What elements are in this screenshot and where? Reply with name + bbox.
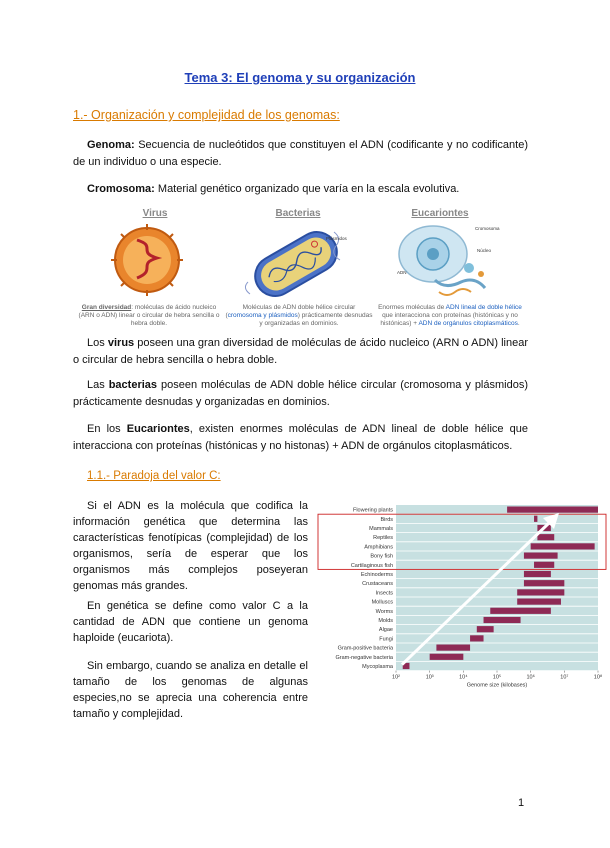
category-label: Gram-negative bacteria (335, 654, 393, 661)
figure-virus-caption (74, 304, 224, 328)
eukaryote-cell-icon (399, 226, 485, 295)
figure-virus-title: Virus (142, 208, 168, 219)
bar-bony-fish (524, 553, 558, 559)
bar-cartilaginous-fish (534, 562, 554, 568)
virus-caption-pre: Gran diversidad (81, 304, 132, 311)
bact-caption-post: ) prácticamente desnudas y organizadas en dominios. (259, 312, 373, 327)
category-label: Insects (375, 590, 393, 597)
x-tick-label: 10⁷ (560, 674, 569, 681)
category-label: Mycoplasma (362, 664, 393, 670)
euc-caption-mid: que interacciona con proteínas (histónicas y no histónicas) + (380, 312, 518, 327)
section-heading-1: 1.- Organización y complejidad de los genomas: (73, 108, 340, 122)
x-axis-label: Genome size (kilobases) (466, 682, 528, 689)
genome-size-chart (316, 502, 610, 698)
virus-illustration (107, 222, 187, 300)
bar-insects (517, 589, 564, 595)
x-tick-label: 10⁶ (526, 674, 535, 681)
p-virus-term: virus (107, 337, 135, 349)
bact-caption-pre: Moléculas de ADN doble hélice circular ( (225, 304, 356, 319)
p-bact-pre: Las (87, 379, 109, 391)
bar-worms (490, 608, 551, 614)
category-label: Molds (378, 618, 393, 624)
paragraph-bacterias (73, 377, 528, 411)
label-plasmids: Plásmidos (326, 236, 347, 241)
euc-caption-end: . (517, 320, 520, 327)
bact-caption-blue: cromosoma y plásmidos (227, 312, 298, 319)
category-label: Birds (380, 516, 393, 523)
paragraph-genoma (73, 137, 528, 171)
x-tick-label: 10⁴ (459, 674, 468, 681)
category-label: Gram-positive bacteria (337, 645, 393, 652)
p-virus-pre: Los (87, 337, 108, 349)
virus-caption-post: : moléculas de ácido nucleico (ARN o ADN) linear o circular de hebra sencilla o hebra doble. (78, 304, 220, 327)
category-label: Reptiles (373, 535, 393, 542)
document-title: Tema 3: El genoma y su organización (184, 70, 416, 85)
paragraph-c3: Sin embargo, cuando se analiza en detalle el tamaño de los genomas de algunas especies,no se aprecia una coherencia entre tamaño y complejidad. (73, 660, 308, 720)
paragraph-cromosoma (73, 181, 528, 198)
paragraph-virus (73, 335, 528, 369)
paragraph-c2: En genética se define como valor C a la cantidad de ADN que contiene un genoma haploide (eucariota). (73, 600, 308, 644)
category-label: Algae (378, 627, 393, 634)
paragraph-eucariontes (73, 421, 528, 455)
figure-bacterias-caption (225, 304, 373, 328)
category-label: Fungi (379, 636, 393, 643)
bar-fungi (470, 635, 483, 641)
x-tick-label: 10³ (425, 674, 434, 681)
term-genoma: Genoma: (87, 139, 135, 151)
bar-crustaceans (524, 580, 564, 586)
category-label: Flowering plants (352, 507, 393, 514)
text-cromosoma: Material genético organizado que varía en la escala evolutiva. (154, 183, 460, 195)
bar-flowering-plants (507, 507, 598, 513)
label-adn: ADN (397, 270, 407, 275)
euc-caption-blue2: ADN de orgánulos citoplasmáticos (418, 320, 518, 327)
p-euc-pre: En los (87, 423, 127, 435)
paragraph-c1: Si el ADN es la molécula que codifica la información genética que determina las características fenotípicas (complejidad) de los organismos, sería de esperar que los organismos más complejos poseyeran genomas más grandes. (73, 500, 308, 592)
category-label: Echinoderms (360, 572, 393, 578)
figure-bacterias-title: Bacterias (275, 208, 321, 219)
category-label: Amphibians (364, 544, 393, 551)
x-tick-label: 10² (392, 674, 400, 681)
p-virus-post: poseen una gran diversidad de moléculas de ácido nucleico (ARN o ADN) linear o circular de hebra sencilla o hebra doble. (73, 337, 529, 366)
category-label: Mammals (369, 526, 393, 532)
bar-amphibians (531, 543, 595, 549)
category-label: Molluscs (371, 599, 393, 606)
page-number: 1 (518, 797, 525, 809)
bar-molds (484, 617, 521, 623)
label-cromosoma: Cromosoma (475, 226, 500, 231)
p-bact-post: poseen moléculas de ADN doble hélice circular (cromosoma y plásmidos) prácticamente desnudas y organizadas en dominios. (73, 379, 529, 408)
category-label: Worms (375, 608, 393, 615)
label-nucleo: Núcleo (477, 248, 492, 253)
bar-reptiles (537, 534, 554, 540)
bar-molluscs (517, 599, 561, 605)
euc-caption-pre: Enormes moléculas de (378, 304, 446, 311)
bacteria-illustration (238, 222, 358, 300)
eukaryote-illustration (395, 222, 505, 302)
x-tick-label: 10⁸ (593, 674, 603, 681)
euc-caption-blue: ADN lineal de doble hélice (445, 304, 522, 311)
bar-gram-positive-bacteria (436, 645, 470, 651)
p-euc-post: , existen enormes moléculas de ADN lineal de doble hélice que interacciona con proteínas (histónicas y no histonas) + ADN de orgánulos citoplasmáticos. (73, 423, 528, 452)
category-label: Cartilaginous fish (350, 562, 393, 569)
virus-icon (111, 224, 183, 296)
term-cromosoma: Cromosoma: (87, 183, 155, 195)
x-tick-label: 10⁵ (492, 674, 502, 681)
figure-eucariontes-caption (372, 304, 528, 328)
bar-algae (477, 626, 494, 632)
category-label: Crustaceans (362, 581, 393, 588)
p-bact-term: bacterias (108, 379, 158, 391)
bar-gram-negative-bacteria (430, 654, 464, 660)
section-heading-1-1: 1.1.- Paradoja del valor C: (87, 470, 221, 482)
figure-eucariontes-title: Eucariontes (411, 208, 469, 219)
p-euc-term: Eucariontes (126, 423, 190, 435)
bar-echinoderms (524, 571, 551, 577)
bar-birds (534, 516, 537, 522)
category-label: Bony fish (370, 553, 393, 560)
text-genoma: Secuencia de nucleótidos que constituyen el ADN (codificante y no codificante) de un individuo o una especie. (73, 139, 528, 168)
